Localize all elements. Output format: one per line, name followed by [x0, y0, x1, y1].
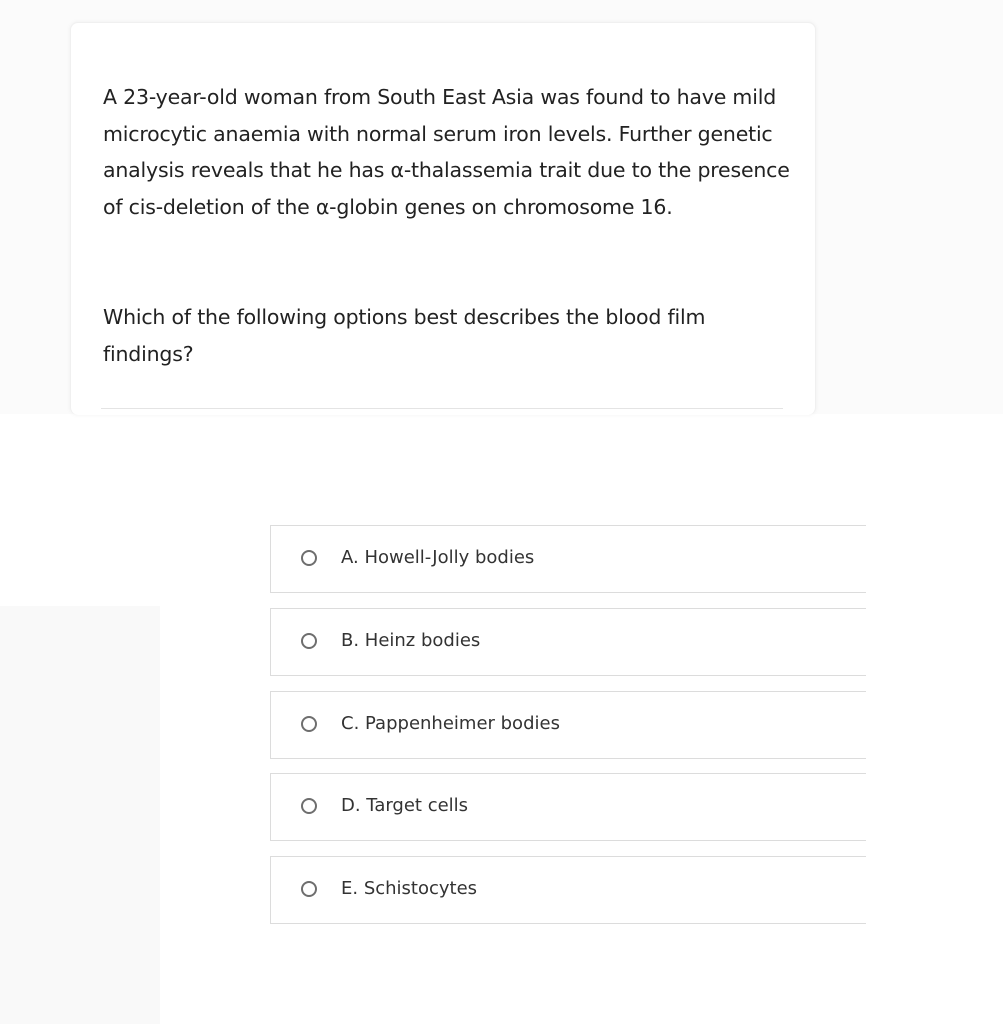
option-a[interactable]: [270, 525, 866, 593]
radio-unchecked-icon[interactable]: [301, 550, 317, 566]
background-panel: [0, 606, 160, 1024]
option-label: A. Howell-Jolly bodies: [341, 547, 535, 568]
radio-unchecked-icon[interactable]: [301, 881, 317, 897]
radio-unchecked-icon[interactable]: [301, 633, 317, 649]
card-divider: [101, 408, 783, 409]
question-area: [0, 0, 1003, 414]
option-label: C. Pappenheimer bodies: [341, 713, 560, 734]
option-d[interactable]: [270, 773, 866, 841]
option-e[interactable]: [270, 856, 866, 924]
question-card: [70, 22, 816, 415]
question-prompt: Which of the following options best describes the blood film findings?: [103, 305, 706, 366]
option-label: B. Heinz bodies: [341, 630, 481, 651]
option-c[interactable]: [270, 691, 866, 759]
option-label: E. Schistocytes: [341, 878, 478, 899]
question-stem: A 23-year-old woman from South East Asia was found to have mild microcytic anaemia with normal serum iron levels. Further genetic analysis reveals that he has α-thalassemia trait due to the presence of cis-deletion of the α-globin genes on chromosome 16.: [103, 85, 790, 219]
radio-unchecked-icon[interactable]: [301, 716, 317, 732]
radio-unchecked-icon[interactable]: [301, 798, 317, 814]
option-b[interactable]: [270, 608, 866, 676]
option-label: D. Target cells: [341, 795, 469, 816]
